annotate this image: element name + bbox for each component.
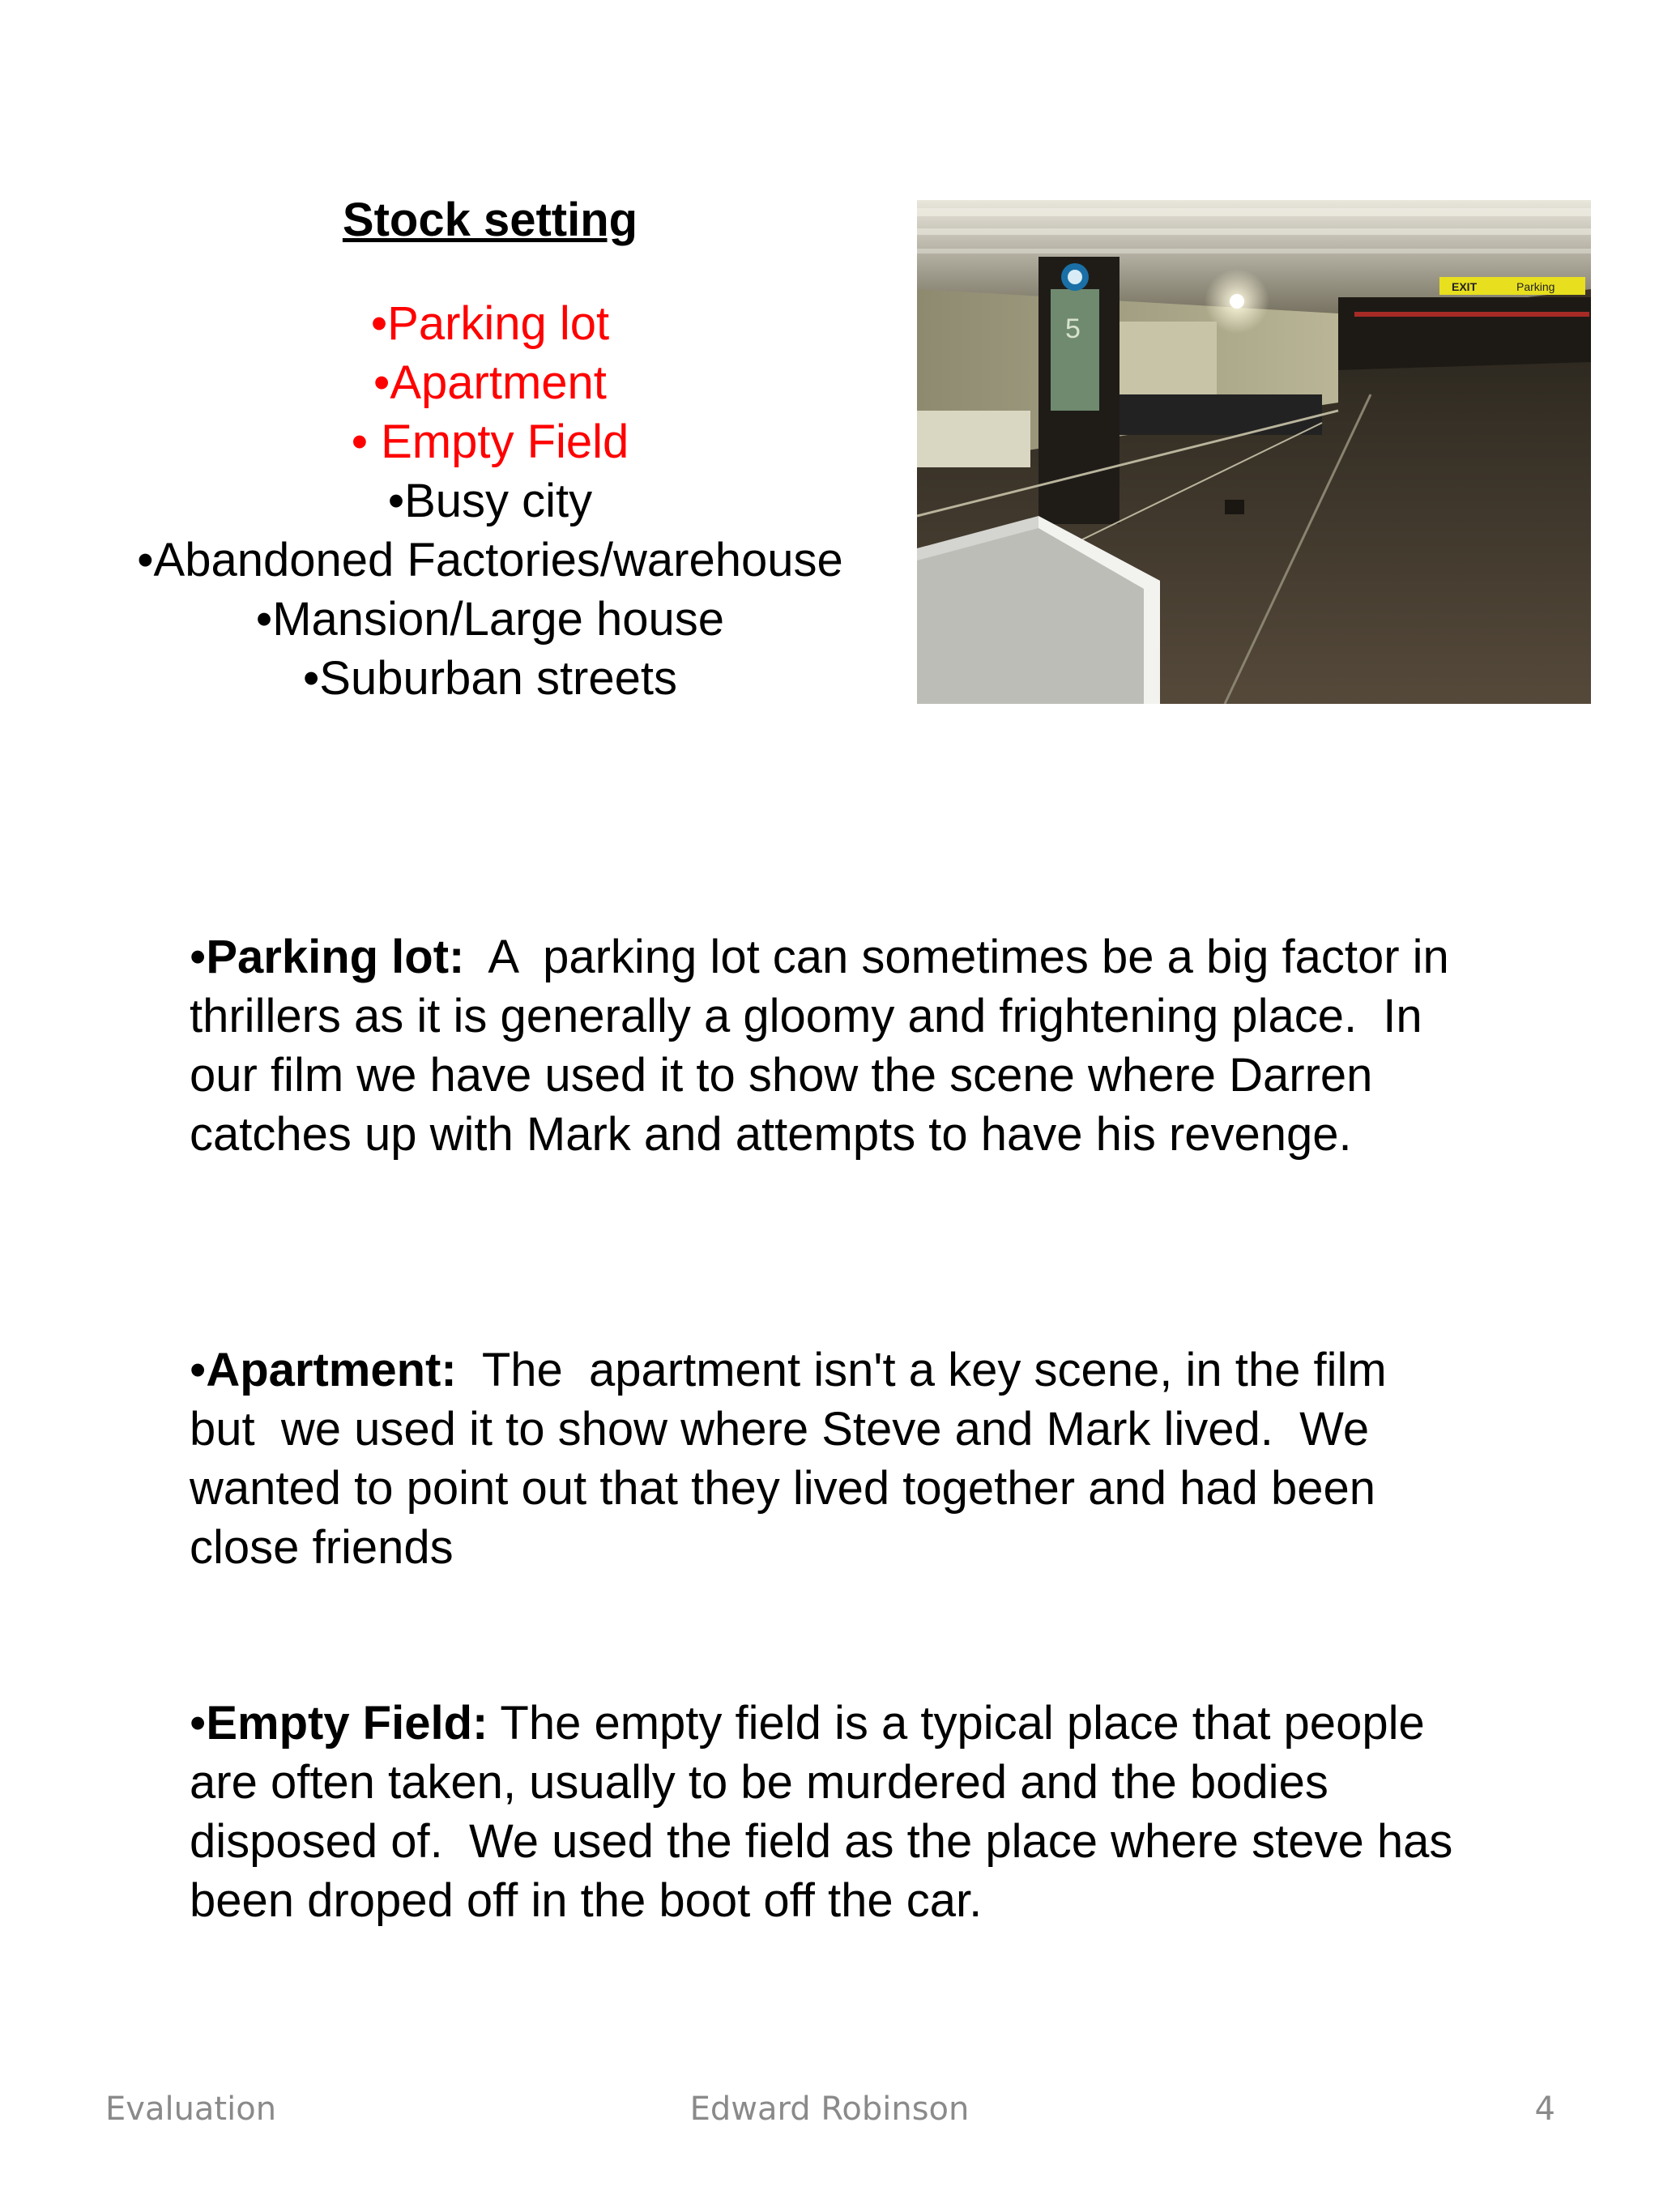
description-bullet: •	[190, 1697, 207, 1750]
description-apartment	[190, 1340, 1453, 1577]
stock-item-empty-field: • Empty Field	[351, 416, 629, 468]
parking-garage-photo	[917, 200, 1591, 704]
stock-item-parking-lot: •Parking lot	[370, 297, 610, 350]
footer-page-number: 4	[1534, 2091, 1555, 2128]
description-empty-field	[190, 1694, 1466, 1930]
description-heading-parking-lot: Parking lot:	[206, 931, 465, 983]
stock-item-abandoned-factories: •Abandoned Factories/warehouse	[137, 534, 843, 586]
stock-setting-list	[81, 294, 899, 708]
stock-item-busy-city: •Busy city	[387, 475, 593, 527]
pillar-number-label: 5	[1065, 313, 1081, 344]
parking-garage-illustration	[917, 200, 1591, 704]
stock-setting-title: Stock setting	[342, 194, 638, 246]
description-bullet: •	[190, 1344, 207, 1396]
footer-author-label: Edward Robinson	[689, 2091, 970, 2128]
stock-setting-block	[81, 190, 899, 708]
exit-sign-label: EXIT	[1452, 280, 1478, 293]
stock-item-suburban-streets: •Suburban streets	[302, 652, 678, 705]
description-heading-apartment: Apartment:	[206, 1344, 457, 1396]
parking-sign-label: Parking	[1516, 280, 1555, 293]
description-bullet: •	[190, 931, 207, 983]
description-text-empty-field: The empty field is a typical place that people are often taken, usually to be murdered and the bodies disposed of. We used the field as the place where steve has been droped off in the boot off the car.	[190, 1697, 1466, 1927]
stock-item-mansion: •Mansion/Large house	[255, 593, 725, 646]
description-text-parking-lot: A parking lot can sometimes be a big factor in thrillers as it is generally a gloomy and frightening place. In our film we have used it to show the scene where Darren catches up with Mark and attempts to have his revenge.	[190, 931, 1462, 1161]
stock-item-apartment: •Apartment	[373, 356, 607, 409]
footer-left-label: Evaluation	[105, 2091, 277, 2128]
description-heading-empty-field: Empty Field:	[206, 1697, 488, 1750]
description-parking-lot	[190, 927, 1462, 1164]
description-text-apartment: The apartment isn't a key scene, in the film but we used it to show where Steve and Mark lived. We wanted to point out that they lived together and had been close friends	[190, 1344, 1413, 1574]
